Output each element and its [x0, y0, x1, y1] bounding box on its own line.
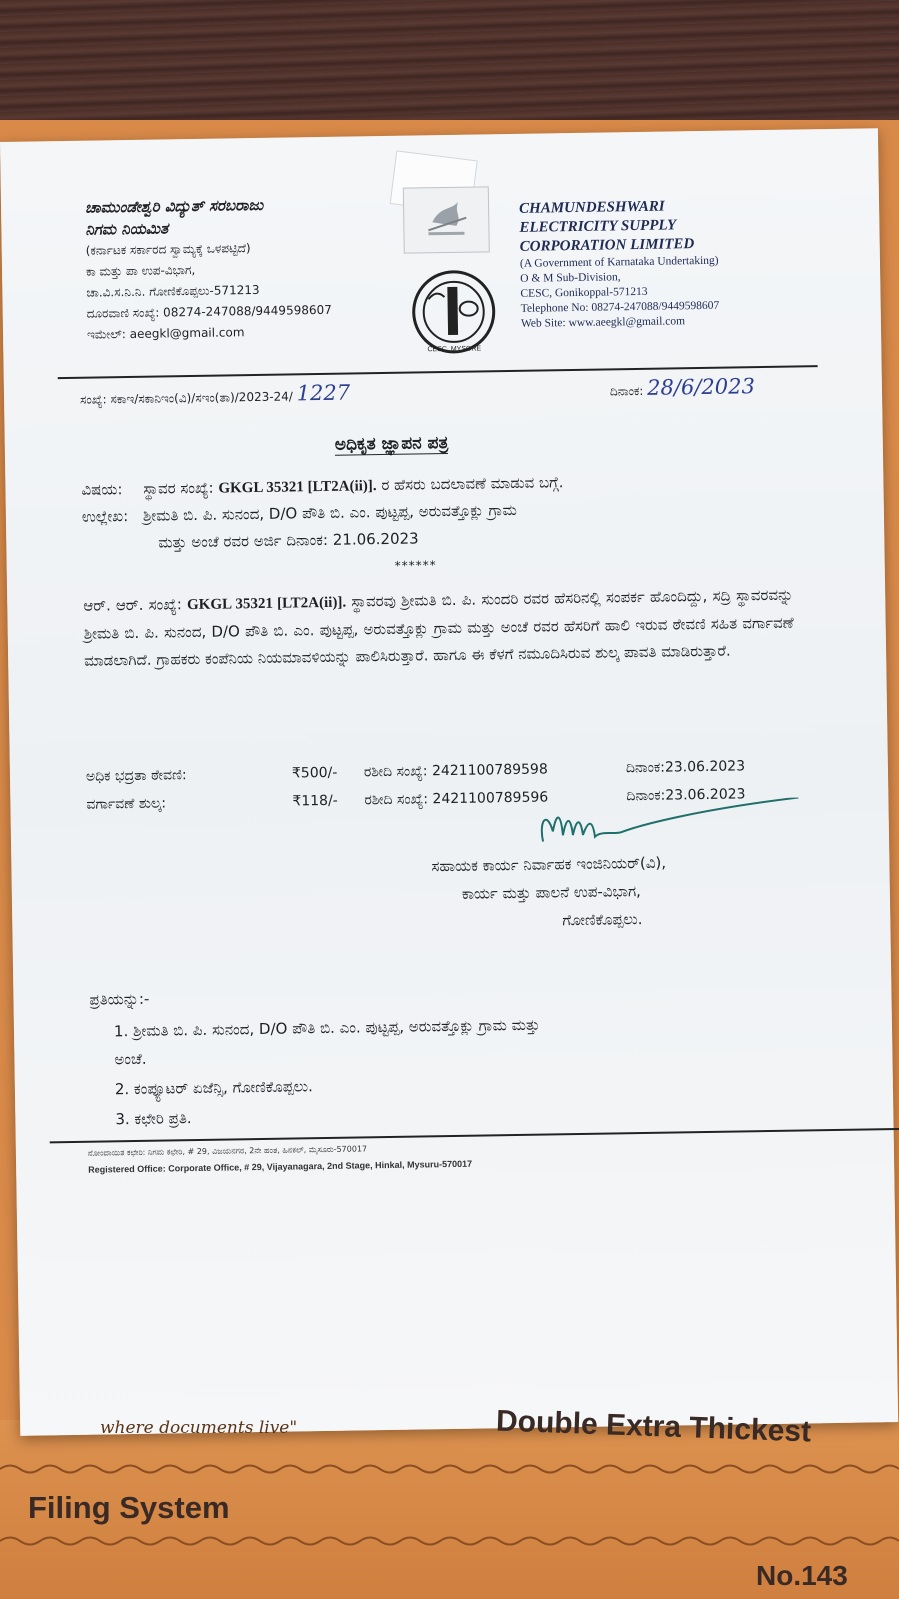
footer-kannada: ನೋಂದಾಯಿತ ಕಛೇರಿ: ನಿಗಮ ಕಛೇರಿ, # 29, ವಿಜಯನಗರ, 2ನೇ ಹಂತ, ಹಿನಕಲ್, ಮೈಸೂರು-570017: [87, 1144, 368, 1158]
date-label: ದಿನಾಂಕ:: [609, 383, 644, 399]
kn-org-line1: ಚಾಮುಂಡೇಶ್ವರಿ ವಿದ್ಯುತ್ ಸರಬರಾಜು: [84, 195, 264, 217]
folder-number: No.143: [756, 1560, 848, 1591]
folder-heading-thickness: Double Extra Thickest: [495, 1404, 812, 1449]
document-date: [610, 374, 755, 400]
en-line: O & M Sub-Division,: [520, 271, 621, 285]
english-letterhead: [519, 194, 871, 331]
copy-item: 3. ಕಛೇರಿ ಪ್ರತಿ.: [115, 1109, 192, 1129]
reference-text: ಶ್ರೀಮತಿ ಬಿ. ಪಿ. ಸುನಂದ, D/O ಪೌತಿ ಬಿ. ಎಂ. ಪುಟ್ಟಪ್ಪ, ಅರುವತ್ತೊಕ್ಲು ಗ್ರಾಮ: [142, 500, 517, 525]
en-line: Telephone No: 08274-247088/9449598607: [520, 299, 720, 315]
reference-label: ಉಲ್ಲೇಖ:: [81, 507, 129, 526]
body-pre: ಆರ್. ಆರ್. ಸಂಖ್ಯೆ:: [83, 595, 183, 615]
folder-heading-system: Filing System: [28, 1490, 230, 1525]
fee-receipt: ರಶೀದಿ ಸಂಖ್ಯೆ: 2421100789596: [364, 789, 549, 809]
footer-english: Registered Office: Corporate Office, # 29, Vijayanagara, 2nd Stage, Hinkal, Mysuru-570017: [88, 1158, 473, 1175]
body-post: ಸ್ಥಾವರವು ಶ್ರೀಮತಿ ಬಿ. ಪಿ. ಸುಂದರಿ ರವರ ಹೆಸರಿನಲ್ಲಿ ಸಂಪರ್ಕ ಹೊಂದಿದ್ದು, ಸದ್ರಿ ಸ್ಥಾವರವನ್ನು ಶ್ರೀಮತಿ ಬಿ. ಪಿ. ಸುನಂದ, D/O ಪೌತಿ ಬಿ. ಎಂ. ಪುಟ್ಟಪ್ಪ, ಅರುವತ್ತೊಕ್ಲು ಗ್ರಾಮ ಮತ್ತು ಅಂಚೆ ರವರ ಹೆಸರಿಗೆ ಹಾಲಿ ಇರುವ ಠೇವಣಿ ಸಹಿತ ವರ್ಗಾವಣೆ ಮಾಡಲಾಗಿದೆ. ಗ್ರಾಹಕರು ಕಂಪೆನಿಯ ನಿಯಮಾವಳಿಯನ್ನು ಪಾಲಿಸಿರುತ್ತಾರೆ. ಹಾಗೂ ಈ ಕೆಳಗೆ ನಮೂದಿಸಿರುವ ಶುಲ್ಕ ಪಾವತಿ ಮಾಡಿರುತ್ತಾರೆ.: [83, 585, 794, 670]
kn-line: ಇಮೇಲ್: aeegkl@gmail.com: [86, 325, 245, 342]
ref-number-label: ಸಂಖ್ಯೆ: ಸಕಾಇ/ಸಕಾನಿಇಂ(ವಿ)/ಸಇಂ(ತಾ)/2023-24/: [79, 389, 294, 407]
document-page: [0, 128, 898, 1436]
handwritten-signature: [442, 797, 803, 863]
installation-code: GKGL 35321 [LT2A(ii)].: [218, 478, 377, 497]
fee-receipt: ರಶೀದಿ ಸಂಖ್ಯೆ: 2421100789598: [363, 761, 548, 781]
signatory-place: ಗೋಣಿಕೊಪ್ಪಲು.: [562, 910, 643, 930]
copy-item: 2. ಕಂಪ್ಯೂಟರ್ ಏಜೆನ್ಸಿ, ಗೋಣಿಕೊಪ್ಪಲು.: [114, 1077, 313, 1099]
body-paragraph: [83, 582, 794, 675]
fee-date: ದಿನಾಂಕ:23.06.2023: [625, 758, 746, 777]
logo-art-icon: [404, 187, 489, 252]
fee-label: ವರ್ಗಾವಣೆ ಶುಲ್ಕ:: [86, 795, 167, 813]
fee-label: ಅಧಿಕ ಭದ್ರತಾ ಠೇವಣಿ:: [85, 767, 187, 785]
subject-text-pre: ಸ್ಥಾವರ ಸಂಖ್ಯೆ:: [143, 478, 214, 498]
folder-tagline: where documents live": [100, 1418, 298, 1438]
subject-label: ವಿಷಯ:: [81, 480, 123, 499]
kn-line: ಚಾ.ವಿ.ಸ.ನಿ.ನಿ. ಗೋಣಿಕೊಪ್ಪಲು-571213: [86, 282, 260, 300]
subject-line: [81, 473, 563, 500]
kannada-letterhead: [85, 192, 407, 346]
decorative-squiggle-icon: [0, 1462, 899, 1476]
kn-org-line2: ನಿಗಮ ನಿಯಮಿತ: [85, 219, 169, 239]
reference-number: [80, 381, 351, 409]
en-org-line: ELECTRICITY SUPPLY: [519, 217, 677, 236]
reference-line-2: ಮತ್ತು ಅಂಚೆ ರವರ ಅರ್ಜಿ ದಿನಾಂಕ: 21.06.2023: [158, 529, 419, 552]
en-line: Web Site: www.aeegkl@gmail.com: [520, 315, 686, 330]
signatory-office: ಕಾರ್ಯ ಮತ್ತು ಪಾಲನೆ ಉಪ-ವಿಭಾಗ,: [461, 882, 642, 903]
signatory-designation: ಸಹಾಯಕ ಕಾರ್ಯ ನಿರ್ವಾಹಕ ಇಂಜಿನಿಯರ್(ವಿ),: [431, 853, 667, 876]
date-handwritten: 28/6/2023: [647, 374, 756, 400]
kn-line: ದೂರವಾಣಿ ಸಂಖ್ಯೆ: 08274-247088/9449598607: [86, 302, 332, 321]
decorative-squiggle-icon: [0, 1534, 899, 1548]
footer-divider: [50, 1128, 899, 1143]
fee-date: ದಿನಾಂಕ:23.06.2023: [626, 786, 746, 805]
document-title: ಅಧಿಕೃತ ಜ್ಞಾಪನ ಪತ್ರ: [334, 432, 449, 455]
en-line: CESC, Gonikoppal-571213: [520, 285, 648, 300]
cesc-emblem-icon: [410, 268, 497, 355]
company-logo-image: [403, 186, 490, 253]
separator-stars: ******: [394, 558, 437, 573]
body-installation-code: GKGL 35321 [LT2A(ii)].: [186, 594, 347, 614]
fee-amount: ₹118/-: [292, 792, 338, 810]
subject-text-post: ರ ಹೆಸರು ಬದಲಾವಣೆ ಮಾಡುವ ಬಗ್ಗೆ.: [381, 473, 564, 495]
copy-item: ಅಂಚೆ.: [114, 1049, 147, 1069]
en-line: (A Government of Karnataka Undertaking): [519, 254, 719, 270]
copies-label: ಪ್ರತಿಯನ್ನು:-: [89, 989, 150, 1009]
fee-amount: ₹500/-: [291, 764, 338, 782]
copy-item: 1. ಶ್ರೀಮತಿ ಬಿ. ಪಿ. ಸುನಂದ, D/O ಪೌತಿ ಬಿ. ಎಂ. ಪುಟ್ಟಪ್ಪ, ಅರುವತ್ತೊಕ್ಲು ಗ್ರಾಮ ಮತ್ತು: [113, 1015, 541, 1041]
kn-line: ಕಾ ಮತ್ತು ಪಾ ಉಪ-ವಿಭಾಗ,: [85, 262, 196, 279]
en-org-line: CHAMUNDESHWARI: [518, 198, 665, 217]
ref-number-handwritten: 1227: [296, 380, 351, 406]
emblem-text: CESC, MYSORE: [427, 345, 482, 354]
reference-line: [82, 501, 517, 526]
kn-line: (ಕರ್ನಾಟಕ ಸರ್ಕಾರದ ಸ್ವಾಮ್ಯಕ್ಕೆ ಒಳಪಟ್ಟಿದೆ): [85, 241, 251, 258]
en-org-line: CORPORATION LIMITED: [519, 236, 695, 255]
